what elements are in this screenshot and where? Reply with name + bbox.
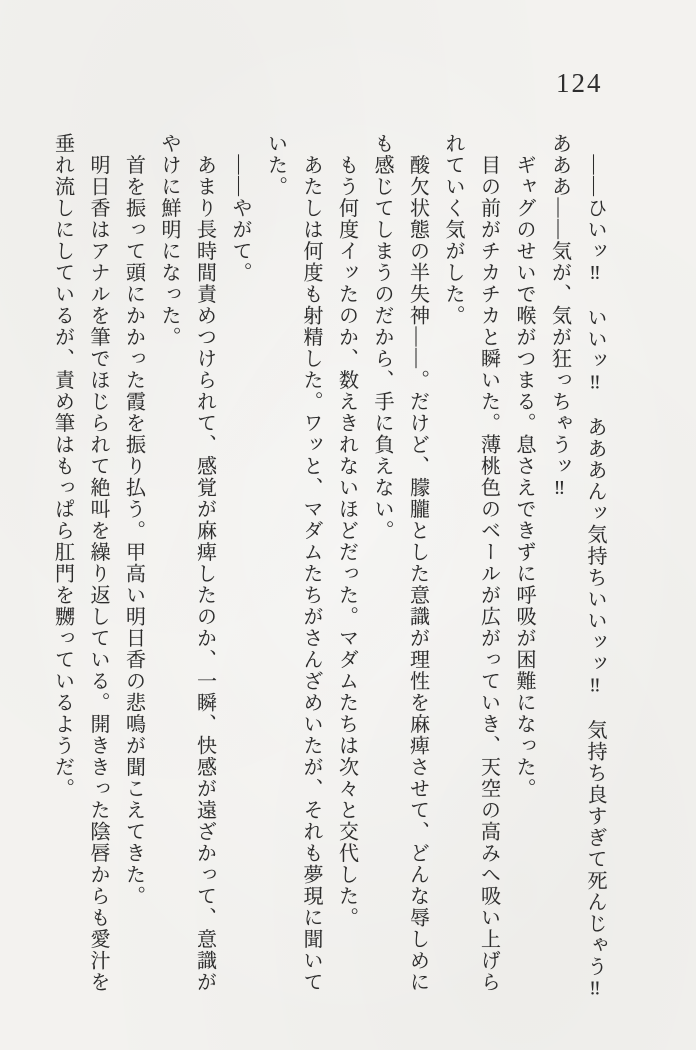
text-column: いた。 bbox=[264, 133, 287, 198]
text-column: もう何度イッたのか、数えきれないほどだった。マダムたちは次々と交代した。 bbox=[335, 133, 358, 929]
page-number: 124 bbox=[556, 68, 603, 98]
text-column: やけに鮮明になった。 bbox=[158, 133, 180, 348]
text-column: 目の前がチカチカと瞬いた。薄桃色のベールが広がっていき、天空の高みへ吸い上げら bbox=[477, 133, 500, 993]
text-column: あまり長時間責めつけられて、感覚が麻痺したのか、一瞬、快感が遠ざかって、意識が bbox=[193, 133, 216, 993]
text-column: 明日香はアナルを筆でほじられて絶叫を繰り返している。開ききった陰唇からも愛汁を bbox=[87, 133, 109, 993]
text-column: あたしは何度も射精した。ワッと、マダムたちがさんざめいたが、それも夢現に聞いて bbox=[300, 133, 322, 993]
text-column: 首を振って頭にかかった霞を振り払う。甲高い明日香の悲鳴が聞こえてきた。 bbox=[122, 133, 145, 907]
text-column: あああ――気が、気が狂っちゃうッ‼ bbox=[548, 133, 571, 501]
text-column: 酸欠状態の半失神――。だけど、朦朧とした意識が理性を麻痺させて、どんな辱しめに bbox=[406, 133, 429, 993]
text-column: も感じてしまうのだから、手に負えない。 bbox=[371, 133, 393, 542]
text-column: 垂れ流しにしているが、責め筆はもっぱら肛門を嬲っているようだ。 bbox=[51, 133, 74, 800]
text-column: ギャグのせいで喉がつまる。息さえできずに呼吸が困難になった。 bbox=[513, 133, 535, 800]
text-column: れていく気がした。 bbox=[442, 133, 464, 327]
text-column: ――ひいッ‼ いいッ‼ あああんッ気持ちいいッッ‼ 気持ち良すぎて死んじゃう‼ bbox=[584, 133, 606, 1001]
text-column: ――やがて。 bbox=[229, 133, 251, 284]
text-block bbox=[44, 133, 612, 1028]
